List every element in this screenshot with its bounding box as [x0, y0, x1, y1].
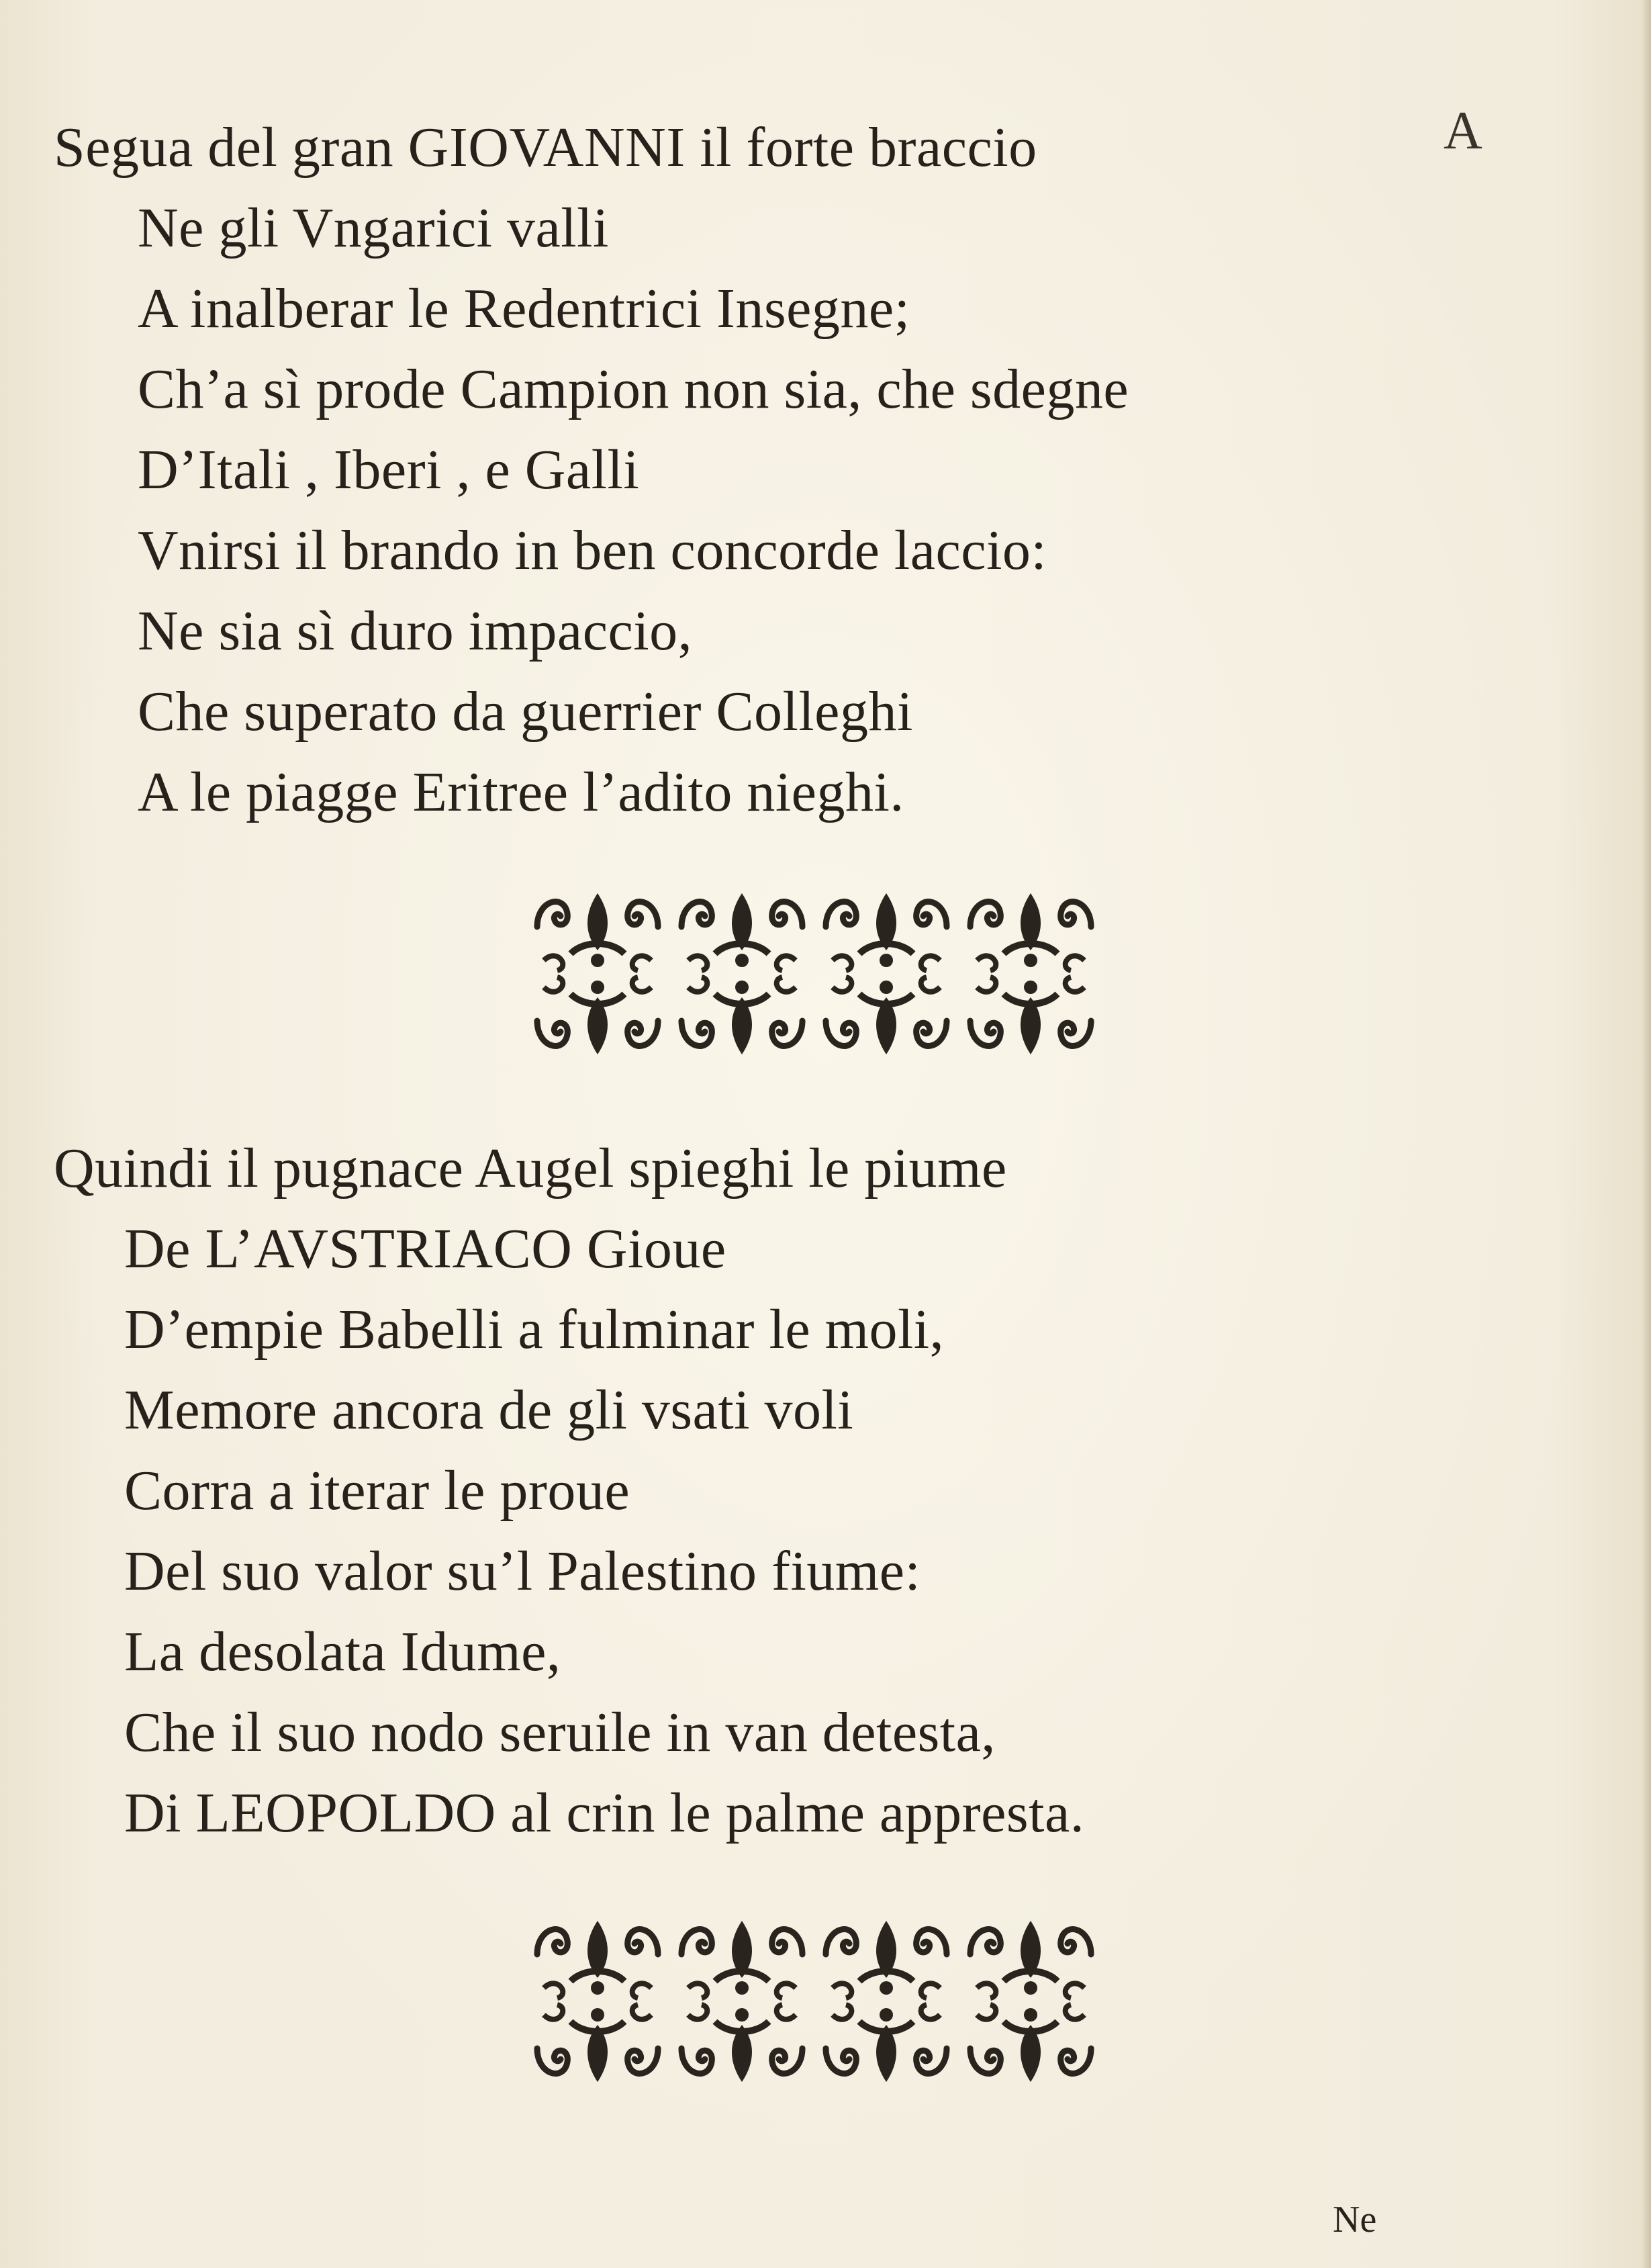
verse-line: D’empie Babelli a fulminar le moli,	[124, 1298, 945, 1361]
verse-line: Ne sia sì duro impaccio,	[138, 600, 693, 662]
fleuron-ornament-icon	[530, 887, 1108, 1061]
verse-line: D’Itali , Iberi , e Galli	[138, 439, 640, 501]
fleuron-svg	[530, 887, 1108, 1061]
verse-line: Che il suo nodo seruile in van detesta,	[124, 1701, 996, 1764]
fleuron-ornament-icon	[530, 1914, 1108, 2089]
verse-line: Del suo valor su’l Palestino fiume:	[124, 1540, 921, 1602]
fleuron-svg	[530, 1914, 1108, 2089]
signature-mark: A	[1444, 101, 1482, 161]
verse-line: Quindi il pugnace Augel spieghi le piume	[54, 1137, 1007, 1199]
verse-line: Che superato da guerrier Colleghi	[138, 680, 913, 743]
verse-line: Ch’a sì prode Campion non sia, che sdegne	[138, 358, 1129, 420]
verse-line: A le piagge Eritree l’adito nieghi.	[138, 761, 904, 823]
verse-line: A inalberar le Redentrici Insegne;	[138, 277, 910, 340]
verse-line: Segua del gran GIOVANNI il forte braccio	[54, 116, 1037, 179]
verse-line: Di LEOPOLDO al crin le palme appresta.	[124, 1782, 1085, 1844]
verse-line: Ne gli Vngarici valli	[138, 197, 609, 259]
verse-line: Memore ancora de gli vsati voli	[124, 1379, 854, 1441]
verse-line: La desolata Idume,	[124, 1621, 561, 1683]
verse-line: Corra a iterar le proue	[124, 1459, 630, 1522]
verse-line: Vnirsi il brando in ben concorde laccio:	[138, 519, 1047, 582]
verse-line: De L’AVSTRIACO Gioue	[124, 1218, 726, 1280]
page-edge-shadow	[1642, 0, 1651, 2268]
catchword: Ne	[1333, 2199, 1377, 2240]
